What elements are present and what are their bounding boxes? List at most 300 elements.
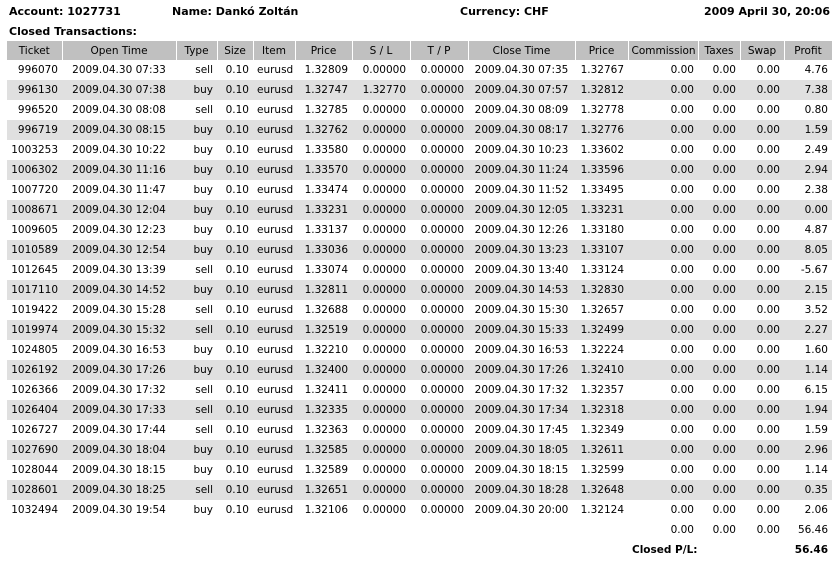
cell-item: eurusd	[257, 144, 294, 156]
cell-swap: 0.00	[740, 360, 784, 380]
cell-taxes: 0.00	[698, 160, 740, 180]
cell-close-price: 1.33602	[580, 144, 624, 156]
cell-open-time: 2009.04.30 17:32	[72, 384, 166, 396]
cell-taxes: 0.00	[712, 424, 736, 436]
cell-size: 0.10	[217, 160, 253, 180]
cell-close-time: 2009.04.30 08:17	[468, 120, 575, 140]
cell-item: eurusd	[257, 304, 294, 316]
cell-open-time: 2009.04.30 11:47	[72, 184, 166, 196]
cell-open-price: 1.32811	[295, 280, 352, 300]
cell-ticket: 996130	[7, 80, 62, 100]
cell-tp: 0.00000	[420, 184, 464, 196]
cell-profit: 3.52	[804, 304, 828, 316]
account-label: Account: 1027731	[9, 5, 121, 18]
cell-type: buy	[193, 344, 213, 356]
cell-open-time: 2009.04.30 17:44	[72, 424, 166, 436]
cell-item: eurusd	[257, 104, 294, 116]
cell-type: sell	[195, 104, 213, 116]
cell-sl: 0.00000	[352, 320, 410, 340]
cell-open-time: 2009.04.30 18:15	[72, 464, 166, 476]
cell-sl: 0.00000	[362, 304, 406, 316]
col-header-swap: Swap	[740, 41, 784, 60]
col-header-taxes: Taxes	[698, 41, 740, 60]
table-row	[7, 440, 832, 460]
cell-item: eurusd	[253, 360, 295, 380]
cell-open-price: 1.32106	[304, 504, 348, 516]
report-date: 2009 April 30, 20:06	[704, 5, 830, 18]
cell-commission: 0.00	[670, 64, 694, 76]
cell-open-price: 1.33137	[304, 224, 348, 236]
col-header-open-price: Price	[295, 41, 352, 60]
table-row	[7, 300, 832, 320]
cell-size: 0.10	[217, 120, 253, 140]
cell-profit: 2.49	[804, 144, 828, 156]
cell-swap: 0.00	[756, 264, 780, 276]
table-row	[7, 120, 832, 140]
cell-sl: 0.00000	[352, 360, 410, 380]
cell-close-price: 1.32767	[580, 64, 624, 76]
closed-pl-row	[7, 540, 832, 560]
cell-commission: 0.00	[670, 224, 694, 236]
cell-open-price: 1.33474	[304, 184, 348, 196]
cell-open-time: 2009.04.30 17:26	[62, 360, 176, 380]
cell-tp: 0.00000	[410, 320, 468, 340]
cell-tp: 0.00000	[410, 120, 468, 140]
cell-ticket: 996520	[17, 104, 58, 116]
cell-commission: 0.00	[670, 264, 694, 276]
cell-type: sell	[176, 480, 217, 500]
cell-tp: 0.00000	[420, 144, 464, 156]
cell-type: buy	[193, 144, 213, 156]
cell-swap: 0.00	[756, 504, 780, 516]
cell-open-price: 1.33036	[295, 240, 352, 260]
cell-item: eurusd	[253, 240, 295, 260]
table-row	[7, 80, 832, 100]
cell-close-time: 2009.04.30 17:34	[468, 400, 575, 420]
cell-taxes: 0.00	[698, 360, 740, 380]
cell-size: 0.10	[225, 344, 249, 356]
cell-taxes: 0.00	[698, 240, 740, 260]
table-row	[7, 480, 832, 500]
cell-close-time: 2009.04.30 13:40	[474, 264, 569, 276]
cell-close-price: 1.33231	[575, 200, 628, 220]
cell-commission: 0.00	[628, 240, 698, 260]
cell-commission: 0.00	[628, 200, 698, 220]
cell-open-time: 2009.04.30 07:38	[62, 80, 176, 100]
cell-type: buy	[176, 280, 217, 300]
cell-open-time: 2009.04.30 14:52	[62, 280, 176, 300]
table-row	[7, 200, 832, 220]
cell-taxes: 0.00	[698, 280, 740, 300]
cell-taxes: 0.00	[698, 200, 740, 220]
cell-item: eurusd	[257, 344, 294, 356]
cell-item: eurusd	[257, 424, 294, 436]
cell-type: buy	[193, 464, 213, 476]
cell-swap: 0.00	[740, 440, 784, 460]
cell-commission: 0.00	[628, 400, 698, 420]
cell-taxes: 0.00	[712, 64, 736, 76]
cell-type: buy	[176, 200, 217, 220]
cell-sl: 0.00000	[352, 120, 410, 140]
cell-type: buy	[193, 184, 213, 196]
cell-sl: 0.00000	[362, 504, 406, 516]
cell-close-time: 2009.04.30 11:24	[468, 160, 575, 180]
cell-tp: 0.00000	[410, 440, 468, 460]
cell-open-time: 2009.04.30 15:28	[72, 304, 166, 316]
cell-tp: 0.00000	[420, 424, 464, 436]
cell-close-time: 2009.04.30 20:00	[474, 504, 569, 516]
cell-item: eurusd	[253, 280, 295, 300]
cell-item: eurusd	[253, 120, 295, 140]
cell-ticket: 1026192	[7, 360, 62, 380]
cell-type: sell	[195, 424, 213, 436]
cell-swap: 0.00	[740, 480, 784, 500]
cell-ticket: 1032494	[11, 504, 58, 516]
col-header-sl: S / L	[352, 41, 410, 60]
total-profit: 56.46	[784, 520, 832, 540]
cell-tp: 0.00000	[410, 200, 468, 220]
cell-swap: 0.00	[756, 384, 780, 396]
col-header-tp: T / P	[410, 41, 468, 60]
cell-size: 0.10	[217, 200, 253, 220]
cell-swap: 0.00	[756, 304, 780, 316]
cell-sl: 0.00000	[362, 264, 406, 276]
cell-open-price: 1.33570	[295, 160, 352, 180]
cell-open-time: 2009.04.30 11:16	[62, 160, 176, 180]
cell-close-price: 1.32124	[580, 504, 624, 516]
cell-profit: 4.87	[804, 224, 828, 236]
closed-pl-value: 56.46	[784, 540, 832, 560]
cell-swap: 0.00	[756, 104, 780, 116]
total-taxes: 0.00	[698, 520, 740, 540]
table-row	[7, 260, 832, 280]
cell-profit: 2.27	[784, 320, 832, 340]
section-title: Closed Transactions:	[9, 25, 137, 38]
cell-open-price: 1.32747	[295, 80, 352, 100]
cell-open-price: 1.33580	[304, 144, 348, 156]
table-row	[7, 100, 832, 120]
cell-open-time: 2009.04.30 07:33	[72, 64, 166, 76]
cell-open-time: 2009.04.30 10:22	[72, 144, 166, 156]
cell-ticket: 996070	[17, 64, 58, 76]
cell-taxes: 0.00	[712, 104, 736, 116]
cell-swap: 0.00	[756, 344, 780, 356]
cell-sl: 0.00000	[362, 424, 406, 436]
cell-item: eurusd	[253, 480, 295, 500]
cell-profit: 1.14	[804, 464, 828, 476]
cell-item: eurusd	[253, 440, 295, 460]
cell-swap: 0.00	[740, 200, 784, 220]
cell-item: eurusd	[257, 64, 294, 76]
cell-type: sell	[195, 64, 213, 76]
cell-tp: 0.00000	[420, 504, 464, 516]
cell-swap: 0.00	[756, 64, 780, 76]
cell-commission: 0.00	[670, 184, 694, 196]
table-row	[7, 360, 832, 380]
cell-sl: 0.00000	[362, 184, 406, 196]
cell-swap: 0.00	[756, 184, 780, 196]
cell-item: eurusd	[257, 184, 294, 196]
cell-close-price: 1.32611	[575, 440, 628, 460]
cell-close-price: 1.32657	[580, 304, 624, 316]
cell-size: 0.10	[225, 224, 249, 236]
cell-ticket: 996719	[7, 120, 62, 140]
cell-ticket: 1026366	[11, 384, 58, 396]
cell-tp: 0.00000	[420, 64, 464, 76]
cell-type: buy	[193, 224, 213, 236]
cell-close-time: 2009.04.30 18:05	[468, 440, 575, 460]
cell-commission: 0.00	[670, 464, 694, 476]
cell-commission: 0.00	[628, 440, 698, 460]
cell-commission: 0.00	[628, 160, 698, 180]
cell-close-time: 2009.04.30 15:33	[468, 320, 575, 340]
currency-label: Currency: CHF	[460, 5, 549, 18]
cell-sl: 0.00000	[352, 160, 410, 180]
cell-type: buy	[176, 240, 217, 260]
cell-close-price: 1.32410	[575, 360, 628, 380]
table-row	[7, 340, 832, 360]
cell-commission: 0.00	[628, 320, 698, 340]
cell-profit: 6.15	[804, 384, 828, 396]
cell-ticket: 1009605	[11, 224, 58, 236]
cell-open-price: 1.32335	[295, 400, 352, 420]
cell-open-time: 2009.04.30 19:54	[72, 504, 166, 516]
cell-profit: 2.15	[784, 280, 832, 300]
cell-size: 0.10	[225, 144, 249, 156]
cell-type: buy	[176, 440, 217, 460]
cell-profit: 1.94	[784, 400, 832, 420]
table-row	[7, 380, 832, 400]
cell-sl: 0.00000	[352, 200, 410, 220]
cell-open-time: 2009.04.30 08:15	[62, 120, 176, 140]
total-commission: 0.00	[628, 520, 698, 540]
cell-size: 0.10	[217, 440, 253, 460]
cell-close-price: 1.32812	[575, 80, 628, 100]
cell-swap: 0.00	[740, 160, 784, 180]
cell-close-price: 1.32778	[580, 104, 624, 116]
cell-size: 0.10	[225, 464, 249, 476]
cell-item: eurusd	[257, 224, 294, 236]
cell-item: eurusd	[257, 504, 294, 516]
col-header-open-time: Open Time	[62, 41, 176, 60]
col-header-size: Size	[217, 41, 253, 60]
cell-open-time: 2009.04.30 08:08	[72, 104, 166, 116]
name-label: Name: Dankó Zoltán	[172, 5, 299, 18]
table-row	[7, 420, 832, 440]
cell-type: sell	[195, 264, 213, 276]
cell-sl: 0.00000	[352, 480, 410, 500]
cell-close-price: 1.32224	[580, 344, 624, 356]
cell-close-time: 2009.04.30 17:45	[474, 424, 569, 436]
cell-ticket: 1024805	[11, 344, 58, 356]
cell-sl: 0.00000	[362, 64, 406, 76]
cell-open-time: 2009.04.30 12:04	[62, 200, 176, 220]
table-row	[7, 240, 832, 260]
cell-type: sell	[176, 400, 217, 420]
cell-taxes: 0.00	[712, 184, 736, 196]
cell-profit: 2.06	[804, 504, 828, 516]
cell-taxes: 0.00	[712, 504, 736, 516]
cell-swap: 0.00	[756, 424, 780, 436]
cell-size: 0.10	[217, 400, 253, 420]
cell-close-price: 1.32357	[580, 384, 624, 396]
cell-open-time: 2009.04.30 18:25	[62, 480, 176, 500]
cell-size: 0.10	[217, 320, 253, 340]
cell-close-time: 2009.04.30 15:30	[474, 304, 569, 316]
table-row	[7, 500, 832, 520]
cell-open-price: 1.32411	[304, 384, 348, 396]
cell-swap: 0.00	[740, 120, 784, 140]
table-row	[7, 160, 832, 180]
cell-swap: 0.00	[740, 400, 784, 420]
cell-swap: 0.00	[756, 144, 780, 156]
cell-sl: 0.00000	[362, 384, 406, 396]
cell-sl: 0.00000	[352, 280, 410, 300]
cell-open-price: 1.32589	[304, 464, 348, 476]
cell-open-time: 2009.04.30 13:39	[72, 264, 166, 276]
cell-profit: 1.14	[784, 360, 832, 380]
col-header-profit: Profit	[784, 41, 832, 60]
cell-close-time: 2009.04.30 18:15	[474, 464, 569, 476]
cell-taxes: 0.00	[698, 120, 740, 140]
cell-tp: 0.00000	[410, 80, 468, 100]
cell-profit: 1.59	[804, 424, 828, 436]
cell-close-time: 2009.04.30 12:05	[468, 200, 575, 220]
cell-ticket: 1026404	[7, 400, 62, 420]
cell-size: 0.10	[225, 304, 249, 316]
cell-open-price: 1.32400	[295, 360, 352, 380]
cell-close-price: 1.32349	[580, 424, 624, 436]
cell-commission: 0.00	[670, 104, 694, 116]
cell-open-price: 1.32210	[304, 344, 348, 356]
cell-commission: 0.00	[670, 384, 694, 396]
table-row	[7, 280, 832, 300]
cell-close-time: 2009.04.30 16:53	[474, 344, 569, 356]
cell-close-price: 1.33180	[580, 224, 624, 236]
cell-close-time: 2009.04.30 08:09	[474, 104, 569, 116]
table-row	[7, 180, 832, 200]
cell-profit: 2.96	[784, 440, 832, 460]
cell-size: 0.10	[225, 504, 249, 516]
cell-open-time: 2009.04.30 18:04	[62, 440, 176, 460]
cell-ticket: 1010589	[7, 240, 62, 260]
cell-taxes: 0.00	[698, 80, 740, 100]
cell-swap: 0.00	[740, 240, 784, 260]
cell-close-time: 2009.04.30 07:35	[474, 64, 569, 76]
cell-item: eurusd	[257, 384, 294, 396]
cell-tp: 0.00000	[420, 384, 464, 396]
cell-commission: 0.00	[670, 504, 694, 516]
cell-ticket: 1006302	[7, 160, 62, 180]
cell-taxes: 0.00	[712, 144, 736, 156]
cell-commission: 0.00	[670, 304, 694, 316]
cell-close-price: 1.33124	[580, 264, 624, 276]
cell-taxes: 0.00	[698, 400, 740, 420]
cell-profit: 1.60	[804, 344, 828, 356]
totals-row	[7, 520, 832, 540]
cell-size: 0.10	[225, 64, 249, 76]
cell-ticket: 1026727	[11, 424, 58, 436]
cell-size: 0.10	[225, 184, 249, 196]
cell-open-price: 1.32363	[304, 424, 348, 436]
cell-open-price: 1.32809	[304, 64, 348, 76]
cell-tp: 0.00000	[410, 360, 468, 380]
cell-close-price: 1.32499	[575, 320, 628, 340]
cell-item: eurusd	[257, 264, 294, 276]
cell-type: sell	[195, 384, 213, 396]
cell-close-time: 2009.04.30 17:26	[468, 360, 575, 380]
cell-commission: 0.00	[628, 360, 698, 380]
cell-tp: 0.00000	[420, 304, 464, 316]
cell-open-price: 1.33231	[295, 200, 352, 220]
total-swap: 0.00	[740, 520, 784, 540]
cell-type: sell	[195, 304, 213, 316]
cell-sl: 1.32770	[352, 80, 410, 100]
col-header-item: Item	[253, 41, 295, 60]
cell-ticket: 1017110	[7, 280, 62, 300]
cell-commission: 0.00	[670, 424, 694, 436]
cell-swap: 0.00	[740, 80, 784, 100]
cell-open-time: 2009.04.30 17:33	[62, 400, 176, 420]
cell-profit: 0.00	[784, 200, 832, 220]
col-header-type: Type	[176, 41, 217, 60]
cell-open-price: 1.33074	[304, 264, 348, 276]
cell-sl: 0.00000	[352, 400, 410, 420]
cell-taxes: 0.00	[712, 224, 736, 236]
cell-profit: 2.94	[784, 160, 832, 180]
col-header-close-time: Close Time	[468, 41, 575, 60]
cell-ticket: 1028601	[7, 480, 62, 500]
cell-open-price: 1.32651	[295, 480, 352, 500]
cell-tp: 0.00000	[410, 160, 468, 180]
cell-item: eurusd	[253, 160, 295, 180]
cell-close-time: 2009.04.30 13:23	[468, 240, 575, 260]
cell-sl: 0.00000	[352, 440, 410, 460]
cell-close-price: 1.32318	[575, 400, 628, 420]
cell-commission: 0.00	[628, 80, 698, 100]
cell-size: 0.10	[217, 480, 253, 500]
cell-tp: 0.00000	[410, 280, 468, 300]
cell-size: 0.10	[217, 80, 253, 100]
cell-tp: 0.00000	[420, 264, 464, 276]
cell-tp: 0.00000	[420, 104, 464, 116]
table-row	[7, 400, 832, 420]
table-row	[7, 60, 832, 80]
cell-swap: 0.00	[756, 464, 780, 476]
cell-tp: 0.00000	[420, 464, 464, 476]
cell-sl: 0.00000	[362, 224, 406, 236]
table-row	[7, 220, 832, 240]
cell-close-price: 1.32648	[575, 480, 628, 500]
cell-taxes: 0.00	[712, 384, 736, 396]
cell-close-time: 2009.04.30 10:23	[474, 144, 569, 156]
cell-close-time: 2009.04.30 18:28	[468, 480, 575, 500]
cell-commission: 0.00	[628, 120, 698, 140]
cell-size: 0.10	[225, 384, 249, 396]
cell-item: eurusd	[257, 464, 294, 476]
cell-sl: 0.00000	[362, 344, 406, 356]
cell-sl: 0.00000	[362, 464, 406, 476]
cell-close-time: 2009.04.30 17:32	[474, 384, 569, 396]
cell-profit: 1.59	[784, 120, 832, 140]
cell-size: 0.10	[217, 360, 253, 380]
cell-open-price: 1.32519	[295, 320, 352, 340]
cell-item: eurusd	[253, 200, 295, 220]
cell-ticket: 1028044	[11, 464, 58, 476]
cell-open-price: 1.32785	[304, 104, 348, 116]
cell-tp: 0.00000	[420, 224, 464, 236]
cell-item: eurusd	[253, 400, 295, 420]
